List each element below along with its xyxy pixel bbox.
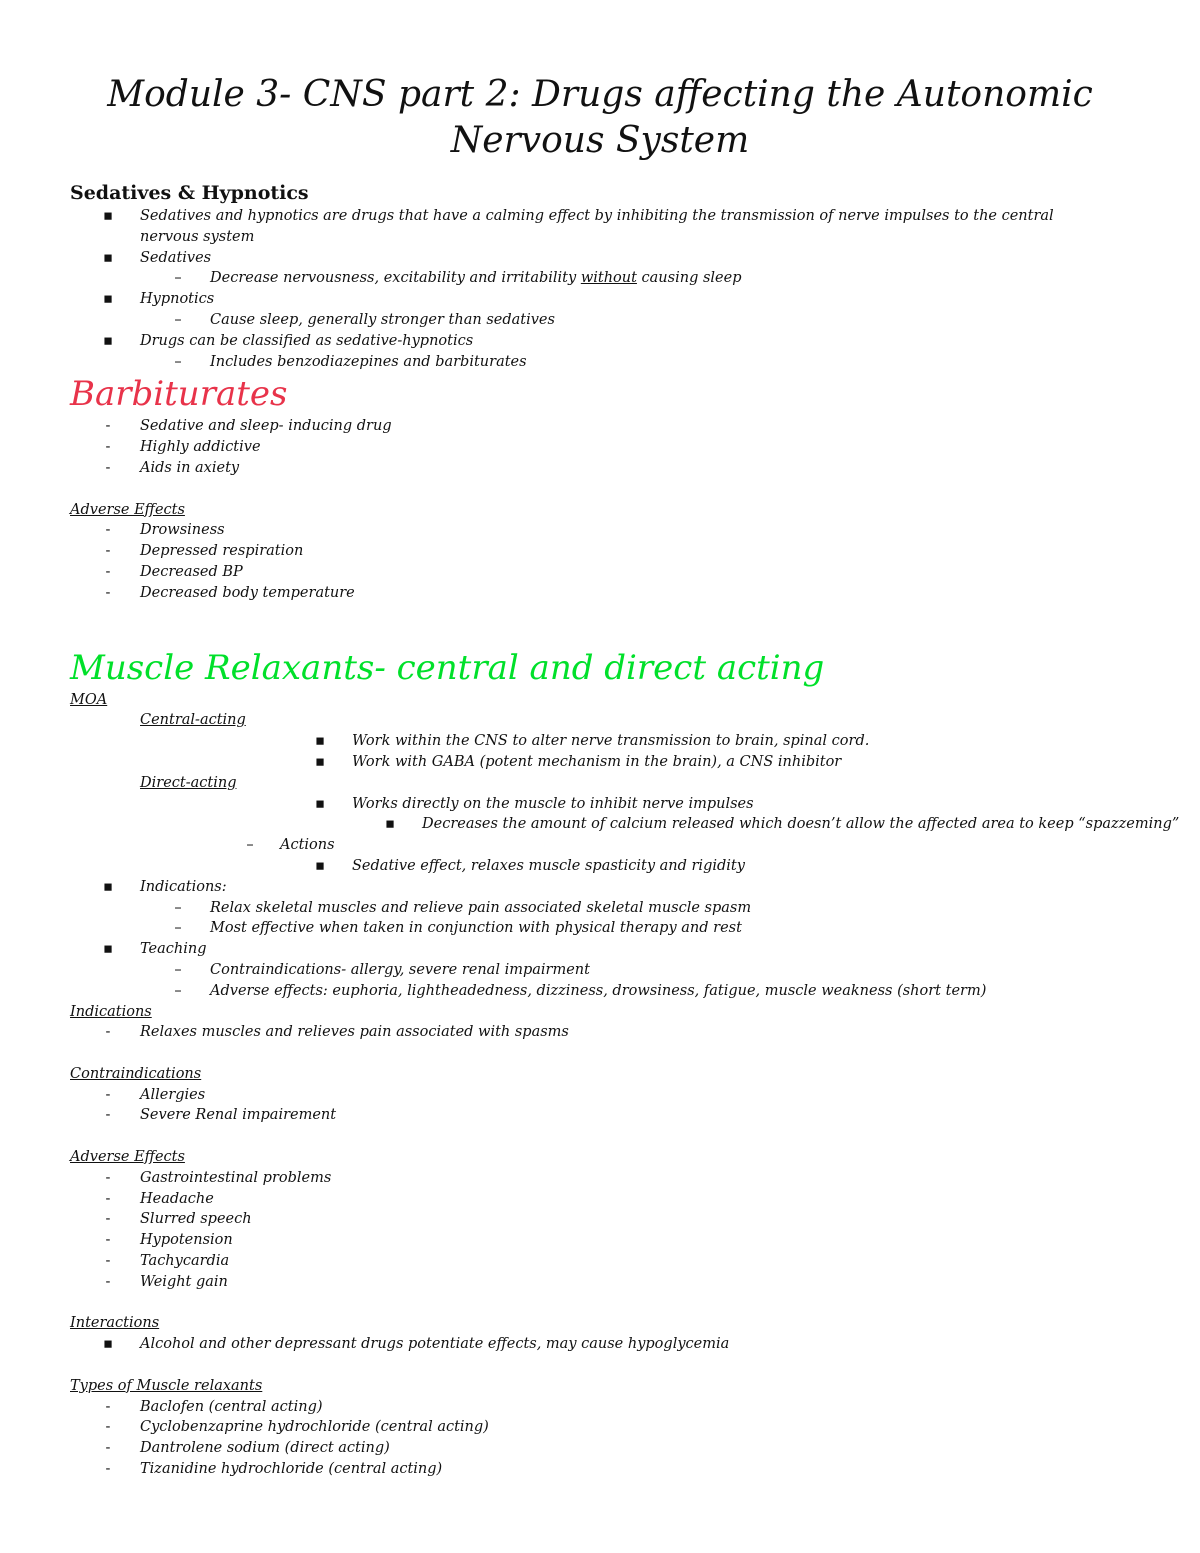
list-item <box>70 1085 1130 1106</box>
list-item-text: Aids in axiety <box>140 459 240 476</box>
hyphen-bullet-icon: - <box>105 543 111 560</box>
dash-bullet-icon: – <box>174 353 182 370</box>
square-bullet-icon: ▪ <box>103 208 113 224</box>
hyphen-bullet-icon: - <box>105 439 111 456</box>
list-item: ▪ Indications: <box>70 877 1130 898</box>
subheading-contraindications: Contraindications <box>70 1065 202 1082</box>
list-item-text: Drowsiness <box>140 522 225 539</box>
list-item <box>70 520 1130 541</box>
list-item-text: Headache <box>140 1190 214 1207</box>
list-item-text: Contraindications- allergy, severe renal impairment <box>210 961 590 978</box>
list-item <box>70 1230 1130 1251</box>
subheading-direct-acting: Direct-acting <box>140 774 237 791</box>
list-item-text: Work within the CNS to alter nerve transmission to brain, spinal cord. <box>352 733 870 750</box>
subheading-adverse-effects: Adverse Effects <box>70 1149 185 1166</box>
list-item <box>70 1189 1130 1210</box>
hyphen-bullet-icon: - <box>105 459 111 476</box>
adverse-effects-list <box>70 520 1130 603</box>
list-item <box>70 752 1130 773</box>
hyphen-bullet-icon: - <box>105 1419 111 1436</box>
hyphen-bullet-icon: - <box>105 1086 111 1103</box>
list-item <box>70 1251 1130 1272</box>
square-bullet-icon: ▪ <box>103 332 113 349</box>
subheading-adverse-effects: Adverse Effects <box>70 501 185 518</box>
indications-summary-list <box>70 1022 1130 1043</box>
list-item: – Actions <box>70 835 1130 856</box>
list-item-text: Relaxes muscles and relieves pain associated with spasms <box>140 1024 569 1041</box>
subheading-indications: Indications <box>70 1003 152 1020</box>
list-item-text: Hypotension <box>140 1232 233 1249</box>
subheading-types: Types of Muscle relaxants <box>70 1377 263 1394</box>
list-item <box>70 416 1130 437</box>
list-item <box>70 1209 1130 1230</box>
list-item <box>70 1459 1130 1480</box>
square-bullet-icon: ▪ <box>103 249 113 266</box>
list-item-text: Tachycardia <box>140 1253 230 1270</box>
square-bullet-icon: ▪ <box>315 857 325 874</box>
list-item: ▪ Sedatives and hypnotics are drugs that have a calming effect by inhibiting the transmission of nerve impulses to the central nervous system <box>70 206 1130 248</box>
list-item <box>70 731 1130 752</box>
list-item: ▪ Sedatives <box>70 248 1130 269</box>
list-item <box>70 1022 1130 1043</box>
hyphen-bullet-icon: - <box>105 1398 111 1415</box>
interactions-list <box>70 1334 1130 1355</box>
list-item-text: Highly addictive <box>140 439 261 456</box>
list-item <box>70 1272 1130 1293</box>
list-item: – Decrease nervousness, excitability and irritability without causing sleep <box>70 268 1130 289</box>
dash-bullet-icon: – <box>174 311 182 328</box>
list-item-text: Decreased body temperature <box>140 584 355 601</box>
list-item-text: Tizanidine hydrochloride (central acting) <box>140 1461 443 1478</box>
list-item-text: Adverse effects: euphoria, lightheadedness, dizziness, drowsiness, fatigue, muscle weakness (short term) <box>210 982 987 999</box>
hyphen-bullet-icon: - <box>105 1169 111 1186</box>
barbiturates-list <box>70 416 1130 478</box>
hyphen-bullet-icon: - <box>105 1211 111 1228</box>
hyphen-bullet-icon: - <box>105 1190 111 1207</box>
dash-bullet-icon: – <box>174 899 182 916</box>
square-bullet-icon: ▪ <box>103 291 113 308</box>
subheading-central-acting: Central-acting <box>140 712 246 729</box>
list-item: ▪ Drugs can be classified as sedative-hypnotics <box>70 331 1130 352</box>
list-item-text: Work with GABA (potent mechanism in the brain), a CNS inhibitor <box>352 753 842 770</box>
list-item: ▪ Works directly on the muscle to inhibit nerve impulses <box>70 794 1130 815</box>
contraindications-list <box>70 1085 1130 1127</box>
list-item-text: Sedative and sleep- inducing drug <box>140 418 392 435</box>
list-item-text: Slurred speech <box>140 1211 252 1228</box>
dash-bullet-icon: – <box>246 837 254 854</box>
list-item: – Includes benzodiazepines and barbiturates <box>70 352 1130 373</box>
list-item: ▪ Decreases the amount of calcium released which doesn’t allow the affected area to keep “spazzeming” <box>70 814 1130 835</box>
dash-bullet-icon: – <box>174 982 182 999</box>
list-item-text: Relax skeletal muscles and relieve pain associated skeletal muscle spasm <box>210 899 752 916</box>
square-bullet-icon: ▪ <box>315 733 325 750</box>
hyphen-bullet-icon: - <box>105 1253 111 1270</box>
list-item <box>70 541 1130 562</box>
list-item-text: Baclofen (central acting) <box>140 1398 323 1415</box>
list-item <box>70 1417 1130 1438</box>
central-acting-list <box>70 731 1130 773</box>
list-item <box>70 583 1130 604</box>
hyphen-bullet-icon: - <box>105 563 111 580</box>
list-item-text: Allergies <box>140 1086 206 1103</box>
dash-bullet-icon: – <box>174 920 182 937</box>
list-item <box>70 1438 1130 1459</box>
list-item <box>70 981 1130 1002</box>
section-heading-sedatives: Sedatives & Hypnotics <box>70 182 309 204</box>
list-item <box>70 898 1130 919</box>
list-item-text: Weight gain <box>140 1273 228 1290</box>
list-item <box>70 960 1130 981</box>
subheading-moa: MOA <box>70 691 108 708</box>
hyphen-bullet-icon: - <box>105 418 111 435</box>
dash-bullet-icon: – <box>174 961 182 978</box>
hyphen-bullet-icon: - <box>105 1024 111 1041</box>
list-item-text: Severe Renal impairement <box>140 1107 337 1124</box>
dash-bullet-icon: – <box>174 270 182 287</box>
page-title: Module 3- CNS part 2: Drugs affecting the Autonomic Nervous System <box>107 74 1093 161</box>
list-item-text: Decreased BP <box>140 563 243 580</box>
list-item: ▪ Sedative effect, relaxes muscle spasticity and rigidity <box>70 856 1130 877</box>
section-heading-barbiturates: Barbiturates <box>70 374 288 415</box>
list-item <box>70 918 1130 939</box>
hyphen-bullet-icon: - <box>105 1107 111 1124</box>
types-list <box>70 1397 1130 1480</box>
indications-list <box>70 898 1130 940</box>
square-bullet-icon: ▪ <box>315 795 325 812</box>
list-item <box>70 437 1130 458</box>
hyphen-bullet-icon: - <box>105 1273 111 1290</box>
hyphen-bullet-icon: - <box>105 1461 111 1478</box>
section-heading-muscle-relaxants: Muscle Relaxants- central and direct acting <box>70 647 825 688</box>
teaching-list <box>70 960 1130 1002</box>
list-item-text: Cyclobenzaprine hydrochloride (central acting) <box>140 1419 489 1436</box>
hyphen-bullet-icon: - <box>105 522 111 539</box>
hyphen-bullet-icon: - <box>105 1232 111 1249</box>
subheading-interactions: Interactions <box>70 1315 160 1332</box>
list-item <box>70 1397 1130 1418</box>
list-item: ▪ Teaching <box>70 939 1130 960</box>
list-item-text: Most effective when taken in conjunction with physical therapy and rest <box>210 920 742 937</box>
list-item-text: Dantrolene sodium (direct acting) <box>140 1440 390 1457</box>
list-item <box>70 1168 1130 1189</box>
list-item-text: Gastrointestinal problems <box>140 1169 332 1186</box>
square-bullet-icon: ▪ <box>103 941 113 958</box>
list-item <box>70 1105 1130 1126</box>
square-bullet-icon: ▪ <box>385 816 395 833</box>
square-bullet-icon: ▪ <box>103 1336 113 1353</box>
hyphen-bullet-icon: - <box>105 1440 111 1457</box>
list-item-text: Depressed respiration <box>140 543 304 560</box>
list-item <box>70 1334 1130 1355</box>
list-item: – Cause sleep, generally stronger than sedatives <box>70 310 1130 331</box>
square-bullet-icon: ▪ <box>103 878 113 895</box>
list-item-text: Alcohol and other depressant drugs potentiate effects, may cause hypoglycemia <box>140 1336 730 1353</box>
square-bullet-icon: ▪ <box>315 753 325 770</box>
adverse-effects-list <box>70 1168 1130 1293</box>
hyphen-bullet-icon: - <box>105 584 111 601</box>
list-item: ▪ Hypnotics <box>70 289 1130 310</box>
list-item <box>70 562 1130 583</box>
list-item <box>70 458 1130 479</box>
